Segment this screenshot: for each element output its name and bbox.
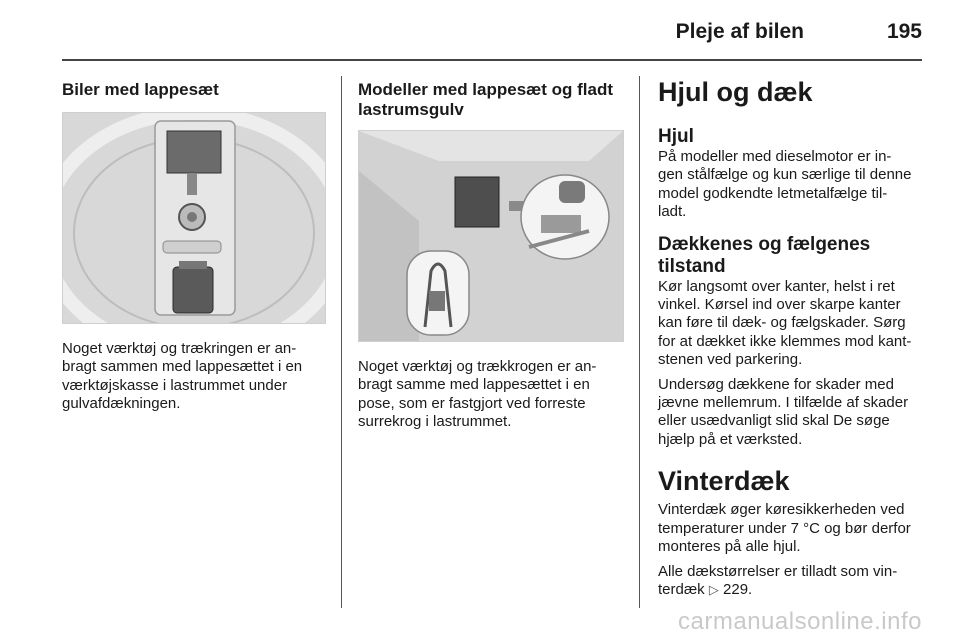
page-reference[interactable]: 229. (723, 580, 753, 598)
page-header (62, 0, 922, 58)
body-line: hjælp på et værksted. (658, 430, 803, 448)
illustration-toolbox (62, 112, 326, 324)
column-repair-kit (62, 76, 324, 414)
trunk-illustration-icon (359, 131, 623, 341)
toolbox-illustration-icon (63, 113, 325, 323)
body-line: Kør langsomt over kanter, helst i ret (658, 277, 895, 295)
caption-line: pose, som er fastgjort ved forreste (358, 394, 586, 412)
section-heading-line: lastrumsgulv (358, 100, 464, 119)
column-divider-1 (341, 76, 342, 608)
body-line: monteres på alle hjul. (658, 538, 801, 556)
caption-line: Noget værktøj og trækkrogen er an- (358, 358, 597, 375)
section-heading-line: Modeller med lappesæt og fladt (358, 80, 614, 99)
column-flat-floor (358, 76, 624, 432)
body-line: temperaturer under 7 °C og bør derfor (658, 519, 911, 537)
body-line: Undersøg dækkene for skader med (658, 375, 894, 393)
caption-line: bragt sammen med lappesættet i en (62, 358, 303, 376)
body-line: model godkendte letmetalfælge til- (658, 184, 888, 202)
page-ref-arrow-icon: ▷ (708, 581, 719, 597)
caption-line: Noget værktøj og trækringen er an- (62, 340, 297, 357)
caption-line: surrekrog i lastrummet. (358, 413, 512, 431)
body-line: ladt. (658, 203, 687, 221)
page-number: 195 (886, 20, 922, 43)
chapter-title: Pleje af bilen (675, 20, 804, 43)
subheading-wheels: Hjul (658, 126, 694, 147)
body-line: Vinterdæk øger køresikkerheden ved (658, 501, 905, 519)
header-divider (62, 59, 922, 61)
body-line: eller usædvanligt slid skal De søge (658, 412, 890, 430)
body-line: Alle dækstørrelser er tilladt som vin- (658, 562, 898, 580)
main-heading: Hjul og dæk (658, 77, 813, 107)
body-line: stenen ved parkering. (658, 351, 803, 369)
body-line: jævne mellemrum. I tilfælde af skader (658, 394, 909, 412)
body-line: gen stålfælge og kun særlige til denne (658, 166, 912, 184)
body-line (658, 581, 924, 599)
column-wheels-tyres (658, 76, 924, 599)
caption-line: værktøjskasse i lastrummet under (62, 376, 288, 394)
column-divider-2 (639, 76, 640, 608)
section-heading: Biler med lappesæt (62, 80, 219, 99)
subheading-condition: Dækkenes og fælgenes tilstand (658, 233, 871, 277)
illustration-trunk (358, 130, 624, 342)
subheading-winter: Vinterdæk (658, 466, 790, 497)
caption-line: gulvafdækningen. (62, 395, 181, 413)
body-line: kan føre til dæk- og fælgskader. Sørg (658, 314, 906, 332)
body-line: for at dækket ikke klemmes mod kant- (658, 332, 912, 350)
watermark: carmanualsonline.info (678, 608, 922, 635)
body-line: På modeller med dieselmotor er in- (658, 148, 892, 165)
caption-line: bragt samme med lappesættet i en (358, 376, 590, 394)
body-text: terdæk (658, 580, 709, 598)
body-line: vinkel. Kørsel ind over skarpe kanter (658, 296, 901, 314)
